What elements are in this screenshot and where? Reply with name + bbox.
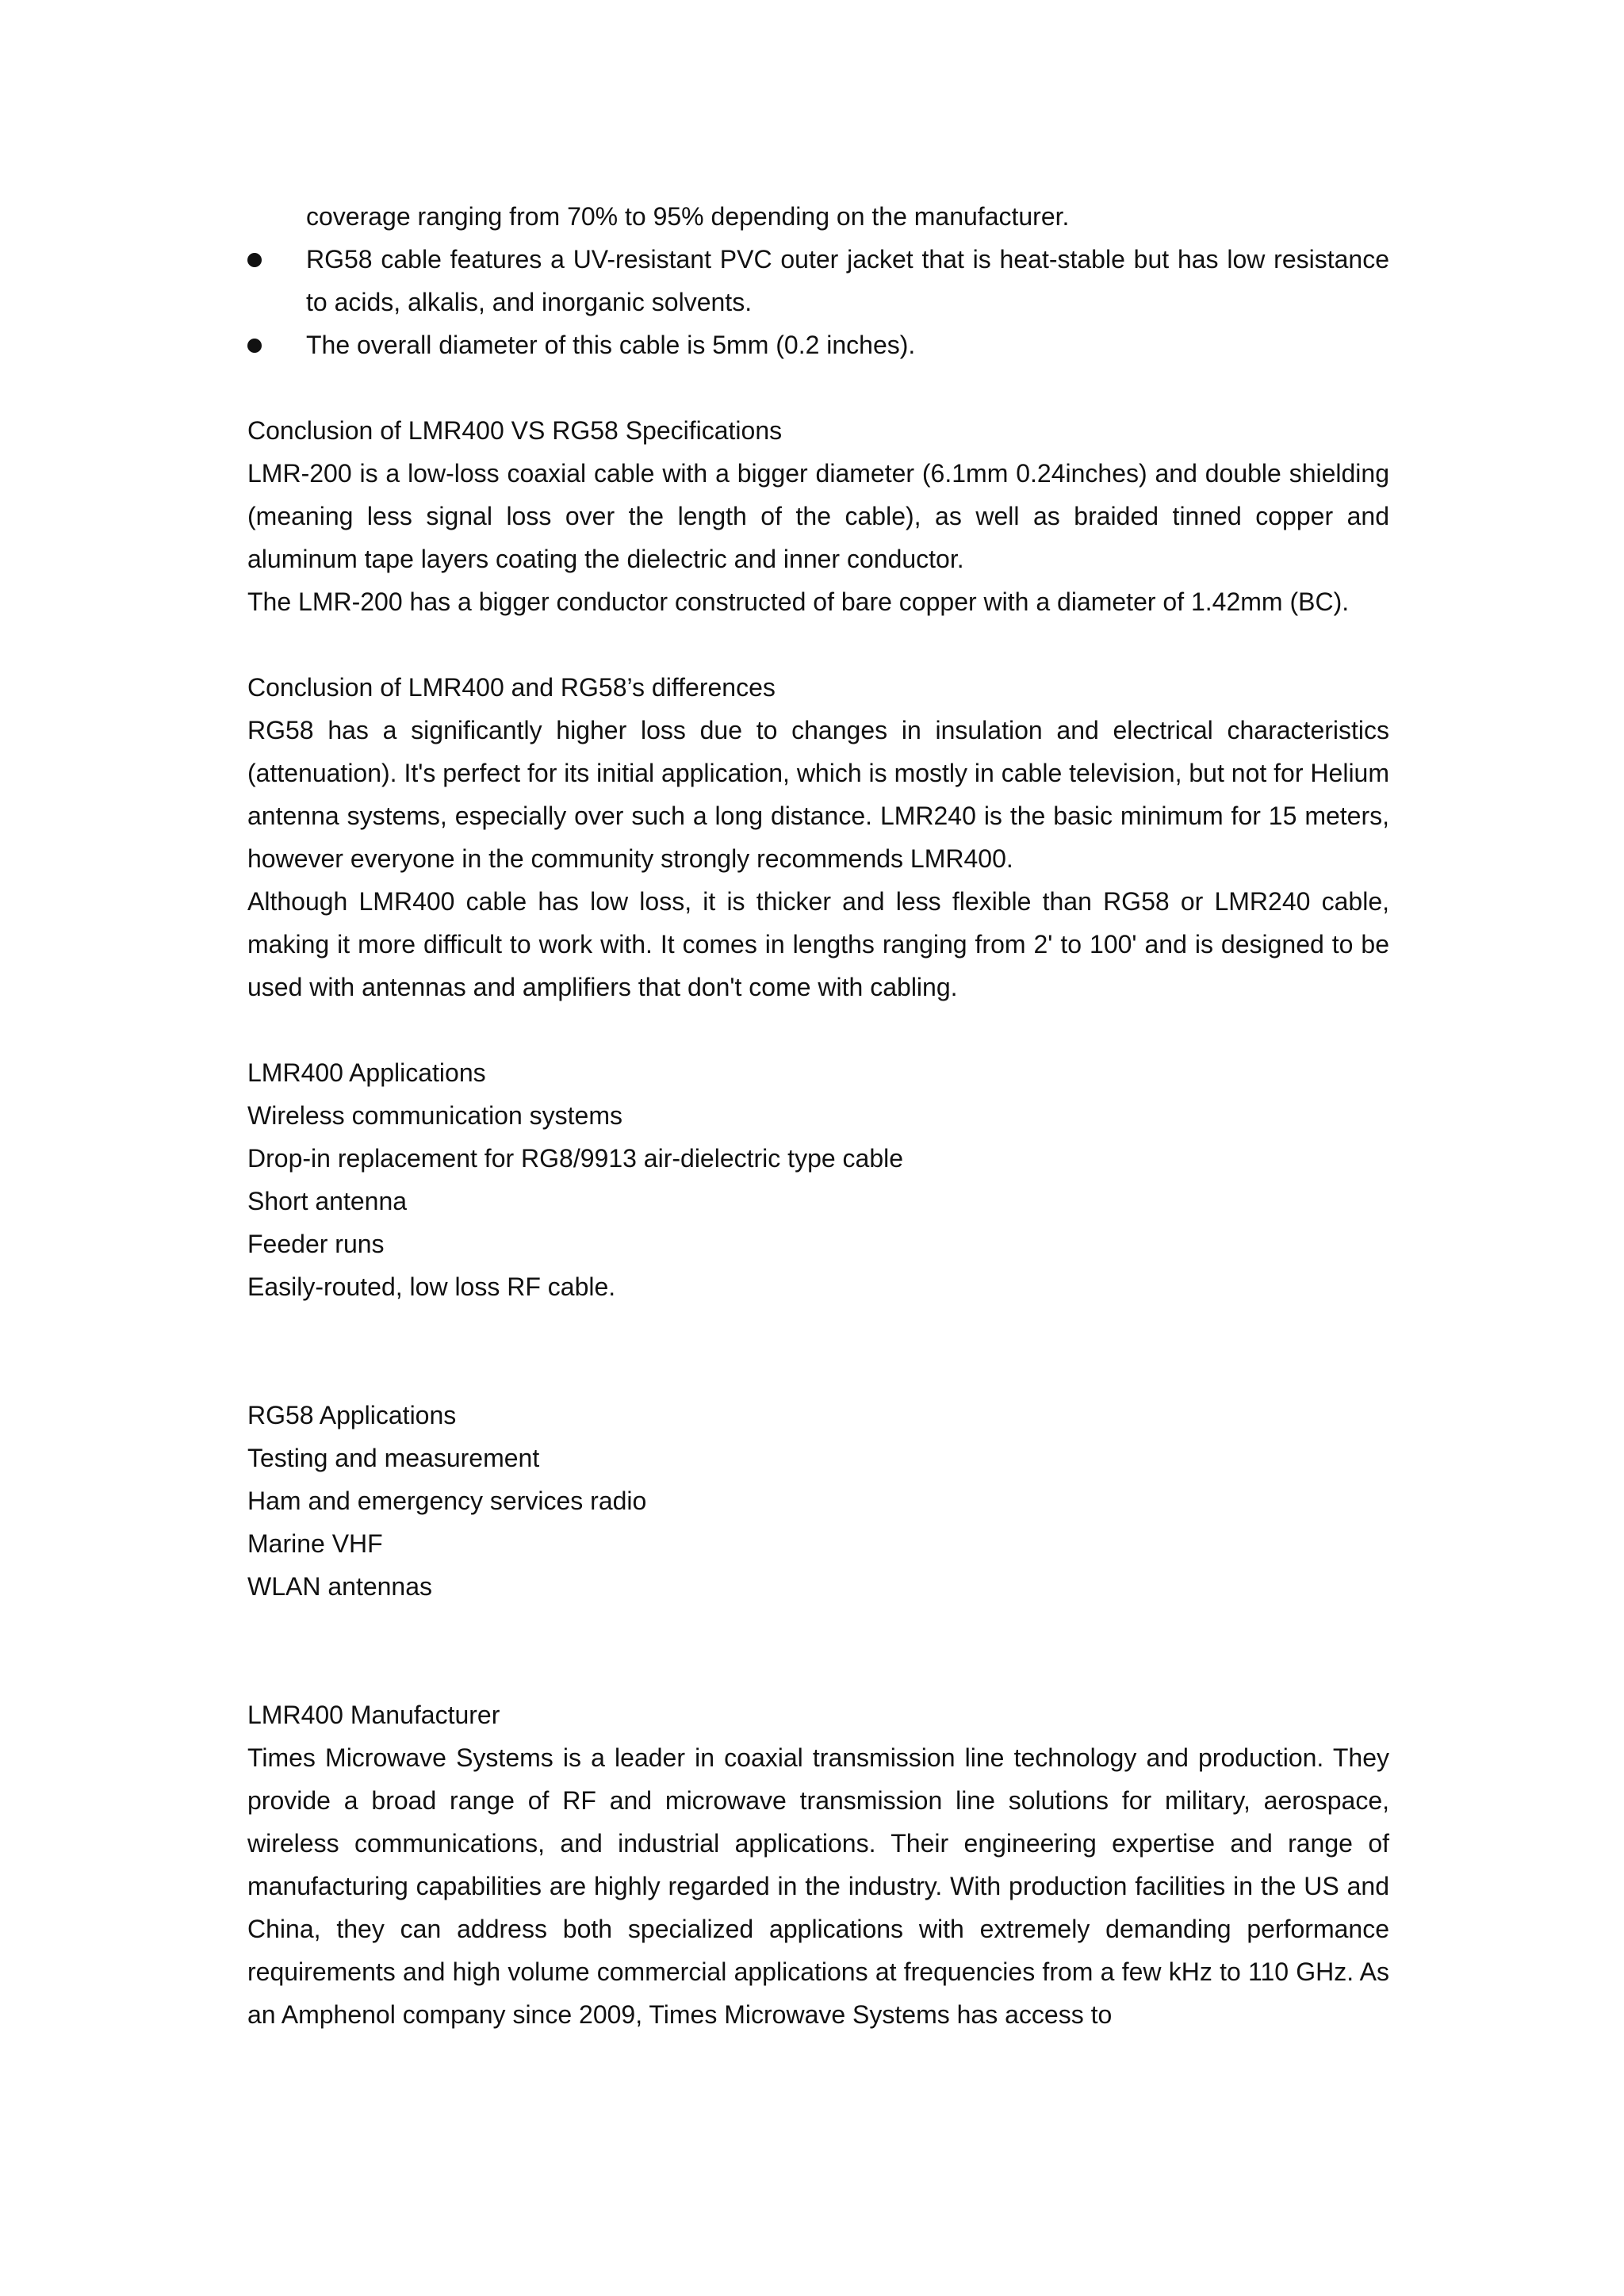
bullet-text: The overall diameter of this cable is 5mm (0.2 inches). [306, 331, 916, 359]
list-item: Ham and emergency services radio [247, 1487, 647, 1515]
section-heading: LMR400 Applications [247, 1058, 486, 1087]
paragraph: RG58 has a significantly higher loss due to changes in insulation and electrical characteristics (attenuation). It's perfect for its initial application, which is mostly in cable television, but not for Helium antenna systems, especially over such a long distance. LMR240 is the basic minimum for 15 meters, however everyone in the community strongly recommends LMR400. [247, 716, 1389, 873]
list-item: Feeder runs [247, 1230, 385, 1258]
list-item: Testing and measurement [247, 1444, 540, 1472]
bullet-item [247, 323, 1389, 366]
list-item: Short antenna [247, 1187, 408, 1215]
section-heading: RG58 Applications [247, 1401, 457, 1429]
paragraph: The LMR-200 has a bigger conductor constructed of bare copper with a diameter of 1.42mm (BC). [247, 587, 1350, 616]
page-content [247, 195, 1389, 2036]
paragraph: Times Microwave Systems is a leader in coaxial transmission line technology and production. They provide a broad range of RF and microwave transmission line solutions for military, aerospace, wireless communications, and industrial applications. Their engineering expertise and range of manufacturing capabilities are highly regarded in the industry. With production facilities in the US and China, they can address both specialized applications with extremely demanding performance requirements and high volume commercial applications at frequencies from a few kHz to 110 GHz. As an Amphenol company since 2009, Times Microwave Systems has access to [247, 1743, 1389, 2029]
list-item: Marine VHF [247, 1529, 383, 1558]
bullet-dot-icon [247, 339, 262, 353]
bullet-dot-icon [247, 253, 262, 267]
bullet-continuation: coverage ranging from 70% to 95% depending on the manufacturer. [306, 202, 1070, 231]
paragraph: Although LMR400 cable has low loss, it is thicker and less flexible than RG58 or LMR240 cable, making it more difficult to work with. It comes in lengths ranging from 2' to 100' and is designed to be used with antennas and amplifiers that don't come with cabling. [247, 887, 1389, 1001]
list-item: WLAN antennas [247, 1572, 433, 1601]
section-heading: Conclusion of LMR400 and RG58’s differences [247, 673, 776, 702]
list-item: Easily-routed, low loss RF cable. [247, 1272, 616, 1301]
bullet-text: RG58 cable features a UV-resistant PVC outer jacket that is heat-stable but has low resistance to acids, alkalis, and inorganic solvents. [306, 245, 1389, 316]
list-item: Wireless communication systems [247, 1101, 622, 1130]
list-item: Drop-in replacement for RG8/9913 air-dielectric type cable [247, 1144, 904, 1173]
section-heading: LMR400 Manufacturer [247, 1701, 500, 1729]
section-heading: Conclusion of LMR400 VS RG58 Specifications [247, 416, 783, 445]
bullet-item [247, 238, 1389, 323]
paragraph: LMR-200 is a low-loss coaxial cable with a bigger diameter (6.1mm 0.24inches) and double shielding (meaning less signal loss over the length of the cable), as well as braided tinned copper and aluminum tape layers coating the dielectric and inner conductor. [247, 459, 1389, 573]
